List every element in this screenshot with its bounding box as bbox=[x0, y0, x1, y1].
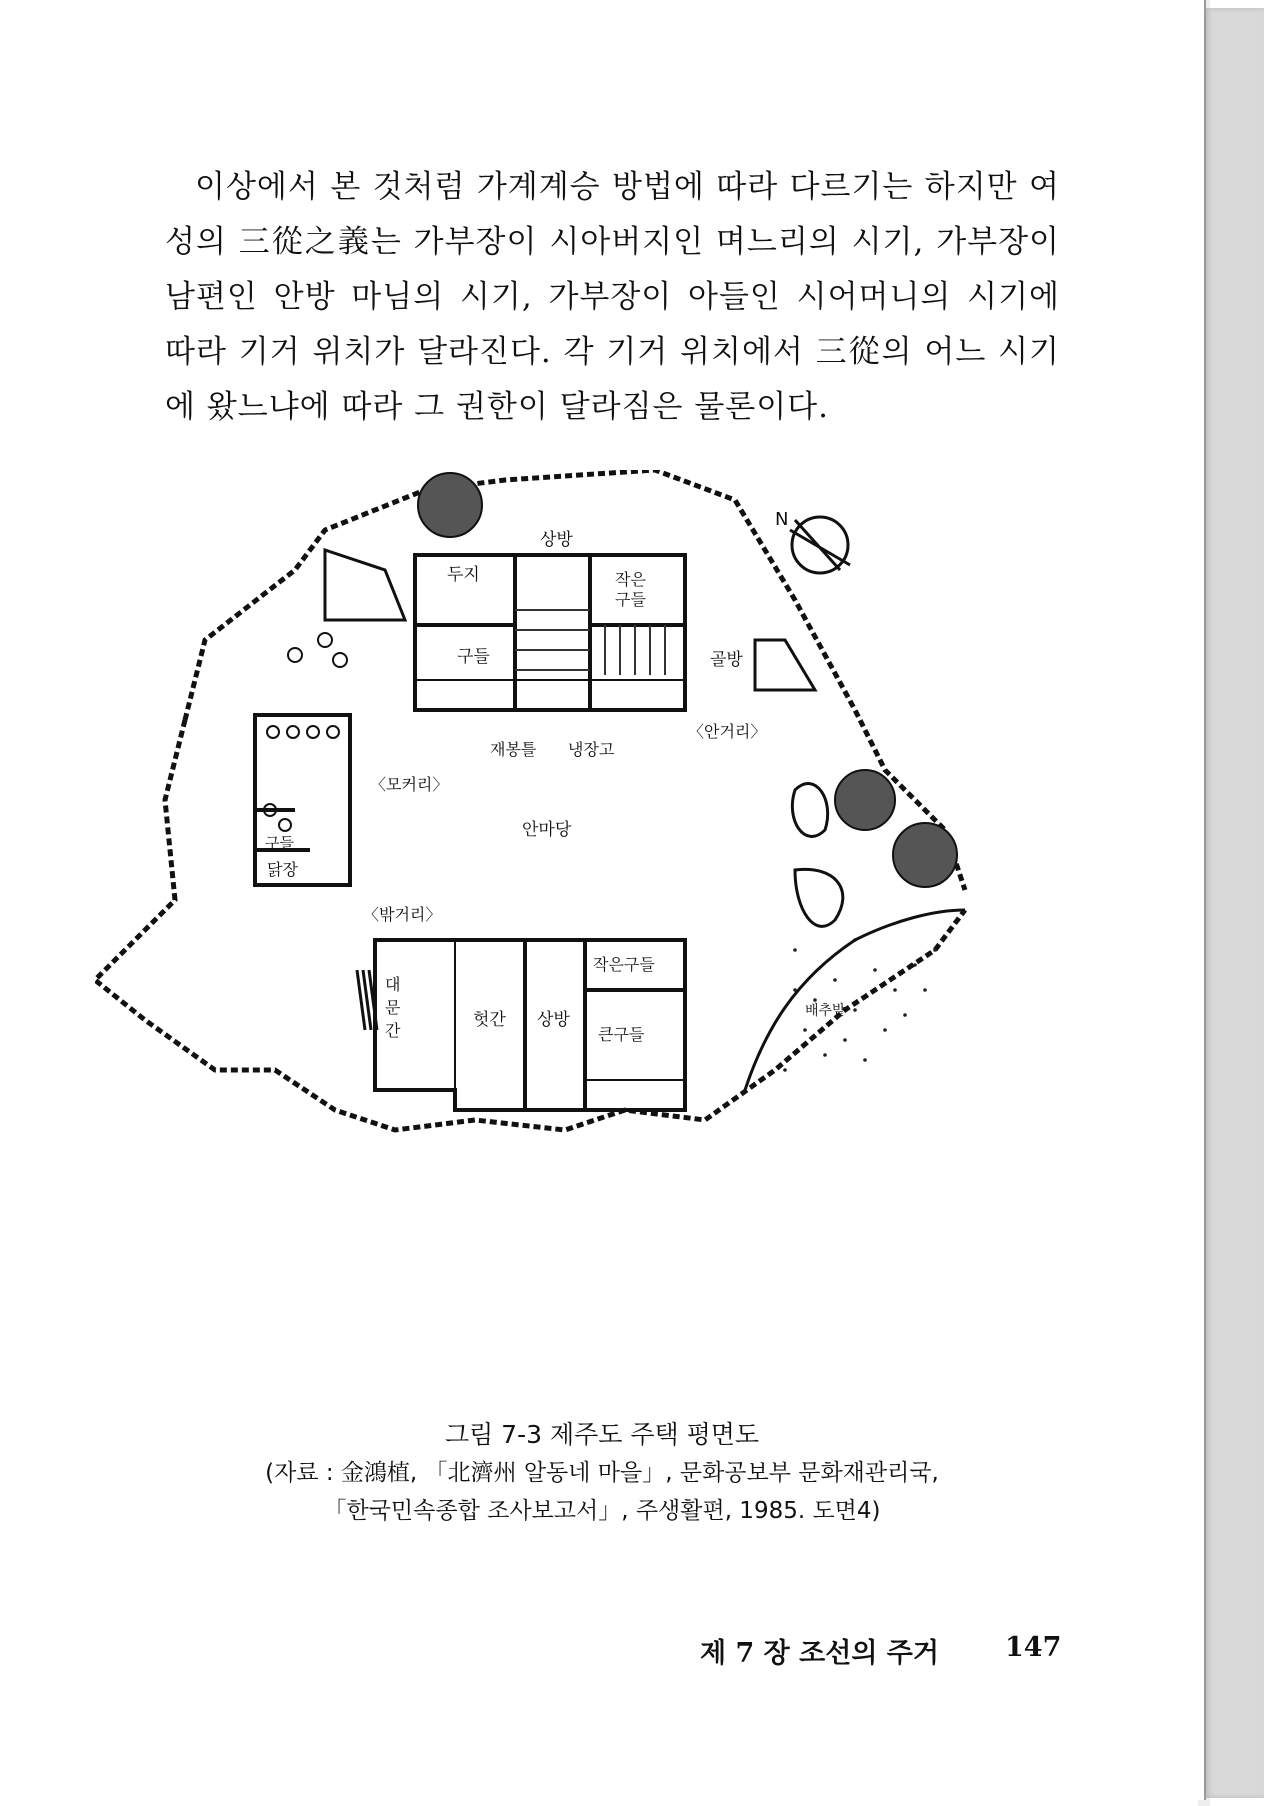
running-footer-chapter: 제 7 장 조선의 주거 bbox=[700, 1638, 939, 1669]
figure-caption-source-2: 「한국민속종합 조사보고서」, 주생활편, 1985. 도면4) bbox=[323, 1498, 881, 1524]
label-daemungan-2: 문 bbox=[385, 998, 401, 1017]
label-golbang: 골방 bbox=[710, 650, 743, 670]
page-number: 147 bbox=[1005, 1632, 1062, 1663]
label-daemungan-1: 대 bbox=[385, 975, 401, 994]
figure-caption-title: 그림 7-3 제주도 주택 평면도 bbox=[444, 1420, 760, 1449]
body-paragraph bbox=[165, 160, 1060, 435]
label-dakjang: 닭장 bbox=[267, 860, 298, 879]
north-arrow bbox=[775, 509, 850, 573]
label-heotgan: 헛간 bbox=[473, 1010, 506, 1030]
rock bbox=[795, 869, 843, 926]
label-gudeul-left: 구들 bbox=[265, 834, 294, 852]
paragraph-text: 이상에서 본 것처럼 가계계승 방법에 따라 다르기는 하지만 여성의 三從之義는 가부장이 시아버지인 며느리의 시기, 가부장이 남편인 안방 마님의 시기, 가부장이 아들인 시어머니의 시기에 따라 기거 위치가 달라진다. 각 기거 위치에서 三從의 어느 시기에 왔느냐에 따라 그 권한이 달라짐은 물론이다. bbox=[165, 169, 1060, 425]
book-edge bbox=[1204, 8, 1264, 1798]
label-baechubat: 배추밭 bbox=[805, 1003, 846, 1019]
label-mokeori: 〈모커리〉 bbox=[370, 775, 449, 794]
label-duji: 두지 bbox=[447, 565, 480, 585]
label-angeori: 〈안거리〉 bbox=[688, 722, 767, 741]
label-bakgeori: 〈밖거리〉 bbox=[363, 905, 442, 924]
label-gudeul-top: 구들 bbox=[457, 647, 490, 667]
figure-caption-source-1: (자료 : 金鴻植, 「北濟州 알동네 마을」, 문화공보부 문화재관리국, bbox=[265, 1460, 939, 1486]
label-sangbang-top: 상방 bbox=[540, 530, 573, 550]
label-daemungan-3: 간 bbox=[385, 1021, 401, 1040]
label-jageun-gudeul-top: 작은 bbox=[615, 570, 646, 589]
label-keun-gudeul: 큰구들 bbox=[598, 1025, 645, 1044]
label-jaebongteul: 재봉틀 bbox=[490, 740, 537, 759]
label-jageun-gudeul-bottom: 작은구들 bbox=[593, 955, 655, 974]
label-jageun-gudeul-top-2: 구들 bbox=[615, 590, 646, 609]
label-anmadang: 안마당 bbox=[522, 820, 572, 840]
label-sangbang-bottom: 상방 bbox=[537, 1010, 570, 1030]
floor-plan-figure bbox=[95, 470, 1105, 1350]
label-naengjanggo: 냉장고 bbox=[568, 740, 615, 759]
rock bbox=[792, 784, 827, 837]
north-label: N bbox=[775, 509, 789, 530]
